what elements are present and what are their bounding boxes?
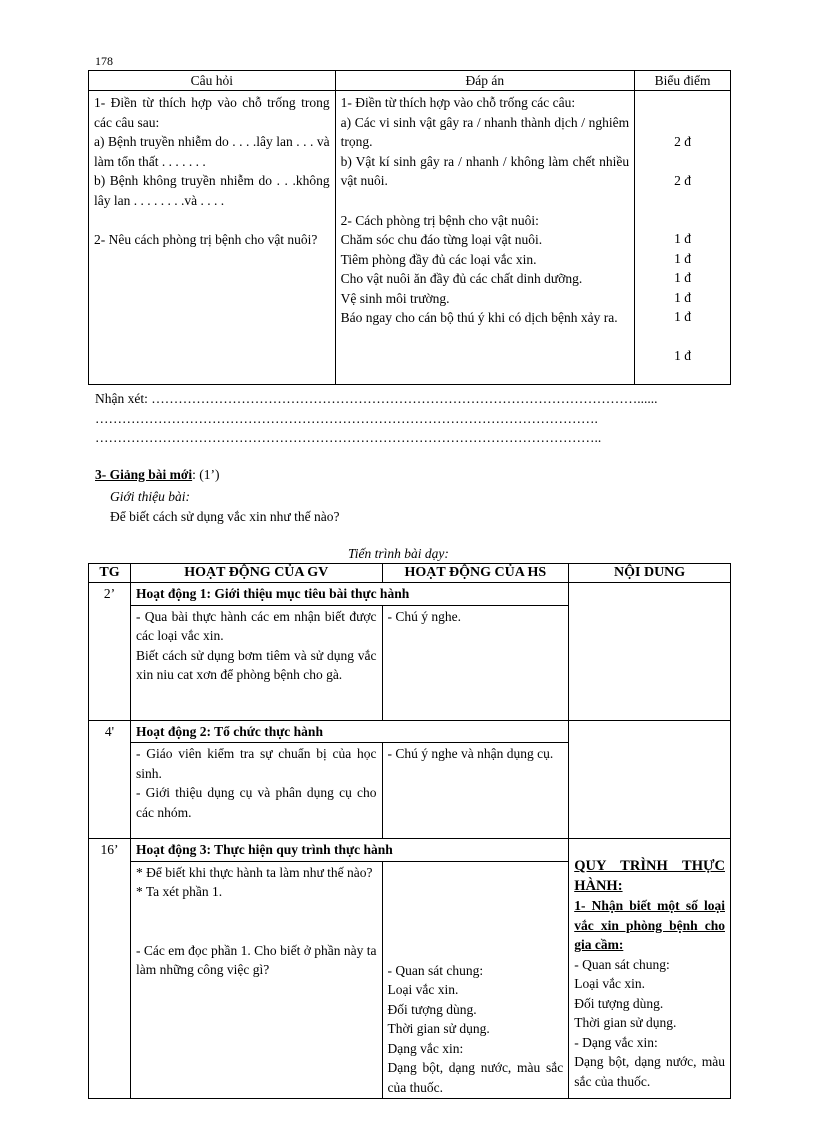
content-cell [569,583,731,721]
gv-text: Biết cách sử dụng bơm tiêm và sử dụng vắc xin niu cat xơn để phòng bệnh cho gà. [135,647,377,682]
header-score: Biểu điểm [635,71,731,91]
hs-text: Đối tượng dùng. [387,1001,477,1017]
activity-title: Hoạt động 3: Thực hiện quy trình thực hành [130,839,568,862]
score: 1 đ [674,309,691,324]
time-cell: 2’ [89,583,131,721]
activity-title: Hoạt động 1: Giới thiệu mục tiêu bài thực hành [130,583,568,606]
score: 2 đ [674,172,691,188]
comment-block [95,389,720,448]
a2-item: Vệ sinh môi trường. [340,290,450,306]
gv-text: * Ta xét phần 1. [135,884,223,899]
lesson-table [88,563,731,1099]
hs-text: Loại vắc xin. [387,982,459,997]
content-cell [569,720,731,839]
score: 2 đ [674,134,691,149]
score: 1 đ [674,270,691,285]
content-text: Đối tượng dùng. [574,995,664,1011]
header-answer: Đáp án [335,71,635,91]
comment-dots: …………………………………………………………………………………………………. [95,410,598,426]
a2-item: Tiêm phòng đầy đủ các loại vắc xin. [340,251,537,267]
header-nd: NỘI DUNG [569,564,731,583]
content-text: - Quan sát chung: [574,956,670,972]
score: 1 đ [674,347,691,363]
q1-prompt: 1- Điền từ thích hợp vào chỗ trống trong các câu sau: [94,95,330,130]
section-time: : (1’) [192,467,220,482]
q2-prompt: 2- Nêu cách phòng trị bệnh cho vật nuôi? [94,232,318,247]
activity-title: Hoạt động 2: Tổ chức thực hành [130,720,568,743]
gv-text: - Giáo viên kiểm tra sự chuẩn bị của học sinh. [135,746,377,781]
gv-text: - Các em đọc phần 1. Cho biết ở phần này ta làm những công việc gì? [135,942,377,977]
comment-label: Nhận xét: [95,391,152,406]
q1-a: a) Bệnh truyền nhiễm do . . . .lây lan . . . và làm tổn thất . . . . . . . [94,134,330,169]
section-heading [95,465,220,485]
header-question: Câu hỏi [89,71,336,91]
header-hs: HOẠT ĐỘNG CỦA HS [382,564,569,583]
hs-text: Dạng bột, dạng nước, màu sắc của thuốc. [387,1060,564,1095]
gv-text: - Giới thiệu dụng cụ và phân dụng cụ cho các nhóm. [135,785,377,820]
page-number: 178 [95,54,113,68]
hs-text: - Chú ý nghe. [387,608,462,624]
header-tg: TG [89,564,131,583]
a1-a: a) Các vi sinh vật gây ra / nhanh thành dịch / nghiêm trọng. [340,114,630,149]
gv-text: - Qua bài thực hành các em nhận biết được các loại vắc xin. [135,608,377,643]
content-title: QUY TRÌNH THỰC HÀNH: [574,858,725,894]
hs-text: Dạng vắc xin: [387,1040,464,1056]
content-subtitle: 1- Nhận biết một số loại vắc xin phòng bệnh cho gia cầm: [574,898,725,952]
hs-text: Thời gian sử dụng. [387,1021,490,1036]
section-title: 3- Giảng bài mới [95,467,193,482]
score: 1 đ [674,250,691,266]
intro-label: Giới thiệu bài: [110,489,190,504]
score: 1 đ [674,231,691,246]
score: 1 đ [674,289,691,305]
hs-text: - Quan sát chung: [387,962,484,978]
a2-item: Chăm sóc chu đáo từng loại vật nuôi. [340,232,543,247]
a2-item: Cho vật nuôi ăn đầy đủ các chất dinh dưỡng. [340,271,583,286]
content-text: Loại vắc xin. [574,976,646,991]
comment-dots: ………………………………………………………………………………………………….. [95,430,602,445]
content-text: - Dạng vắc xin: [574,1034,658,1050]
header-gv: HOẠT ĐỘNG CỦA GV [130,564,382,583]
a2-prompt: 2- Cách phòng trị bệnh cho vật nuôi: [340,212,539,228]
time-cell: 4' [89,720,131,839]
time-cell: 16’ [89,839,131,1099]
lesson-table-caption: Tiến trình bài dạy: [348,546,449,561]
gv-text: * Để biết khi thực hành ta làm như thế nào? [135,864,373,880]
q1-b: b) Bệnh không truyền nhiễm do . . .không lây lan . . . . . . . .và . . . . [94,173,330,208]
intro-text: Để biết cách sử dụng vắc xin như thế nào? [110,509,340,524]
content-text: Thời gian sử dụng. [574,1015,677,1030]
content-text: Dạng bột, dạng nước, màu sắc của thuốc. [574,1054,725,1089]
assessment-table [88,70,731,385]
a2-item: Báo ngay cho cán bộ thú ý khi có dịch bệnh xảy ra. [340,310,618,325]
hs-text: - Chú ý nghe và nhận dụng cụ. [387,746,554,761]
comment-dots: ………………………………………………………………………………………………...... [151,391,658,406]
a1-prompt: 1- Điền từ thích hợp vào chỗ trống các câu: [340,95,576,110]
a1-b: b) Vật kí sinh gây ra / nhanh / không làm chết nhiều vật nuôi. [340,153,630,188]
